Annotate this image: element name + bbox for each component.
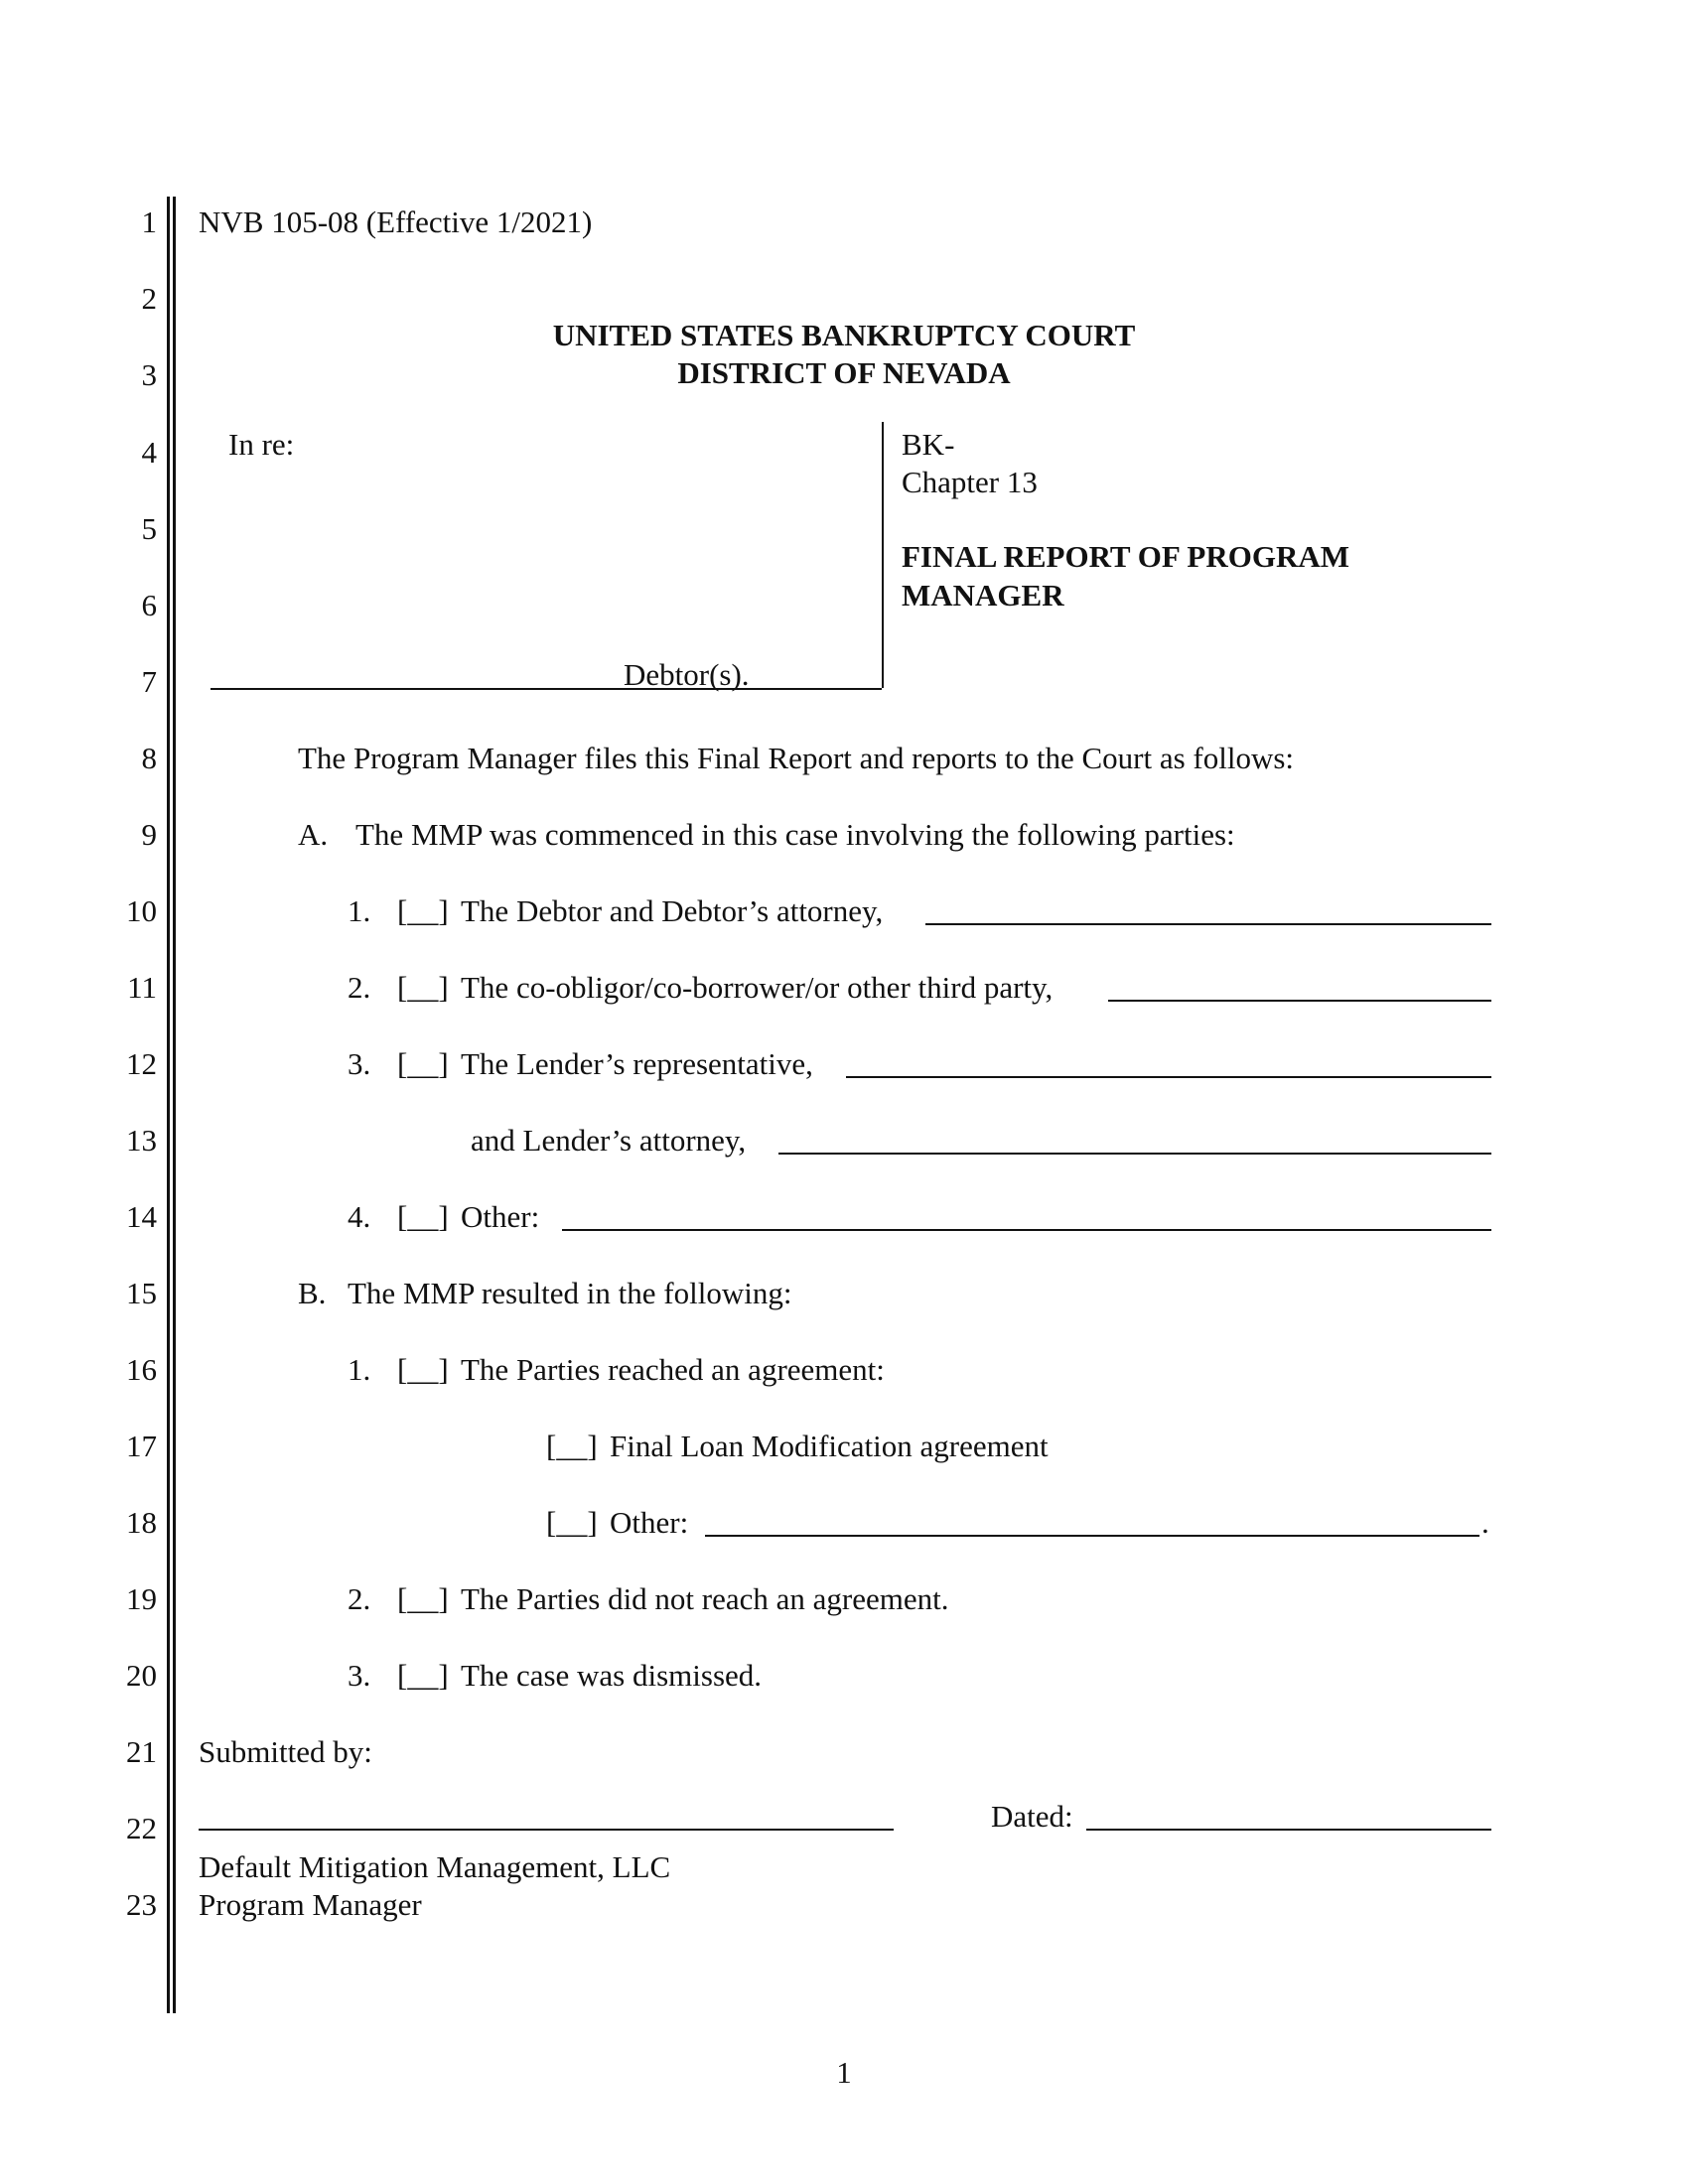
line-number: 21	[126, 1734, 157, 1769]
case-number: BK-	[902, 427, 955, 462]
sub-item-text: Other:	[610, 1505, 689, 1540]
signature-line[interactable]	[199, 1829, 894, 1831]
item-number: 1.	[348, 893, 371, 928]
court-district: DISTRICT OF NEVADA	[677, 355, 1011, 390]
blank-lender-representative[interactable]	[846, 1076, 1491, 1078]
section-a-text: The MMP was commenced in this case involving the following parties:	[355, 817, 1235, 852]
intro-paragraph: The Program Manager files this Final Report and reports to the Court as follows:	[298, 741, 1295, 775]
line-number: 1	[141, 205, 157, 239]
line-number: 22	[126, 1811, 157, 1845]
sub-item-period: .	[1481, 1505, 1489, 1540]
item-number: 1.	[348, 1352, 371, 1387]
line-number: 4	[141, 435, 157, 470]
item-text: The case was dismissed.	[461, 1658, 763, 1693]
section-a-label: A.	[298, 817, 329, 852]
debtor-label: Debtor(s).	[624, 657, 750, 692]
blank-other-party[interactable]	[562, 1229, 1491, 1231]
line-number: 19	[126, 1581, 157, 1616]
line-number: 10	[126, 893, 157, 928]
section-b-text: The MMP resulted in the following:	[348, 1276, 792, 1310]
checkbox-other-agreement[interactable]: [__]	[546, 1505, 598, 1540]
item-text: and Lender’s attorney,	[471, 1123, 747, 1158]
form-id: NVB 105-08 (Effective 1/2021)	[199, 205, 593, 239]
checkbox-loan-modification[interactable]: [__]	[546, 1429, 598, 1463]
checkbox-agreement-reached[interactable]: [__]	[397, 1352, 449, 1387]
blank-lender-attorney[interactable]	[778, 1153, 1491, 1155]
line-number: 23	[126, 1887, 157, 1922]
line-number: 20	[126, 1658, 157, 1693]
line-number: 5	[141, 511, 157, 546]
checkbox-lender[interactable]: [__]	[397, 1046, 449, 1081]
checkbox-no-agreement[interactable]: [__]	[397, 1581, 449, 1616]
line-number: 18	[126, 1505, 157, 1540]
line-number: 9	[141, 817, 157, 852]
blank-co-obligor[interactable]	[1108, 1000, 1491, 1002]
item-number: 4.	[348, 1199, 371, 1234]
line-number: 8	[141, 741, 157, 775]
line-number: 11	[127, 970, 157, 1005]
margin-rule-outer	[167, 197, 170, 2013]
document-title-line1: FINAL REPORT OF PROGRAM	[902, 539, 1349, 574]
line-number: 12	[126, 1046, 157, 1081]
in-re-label: In re:	[228, 427, 295, 462]
item-text: The Parties reached an agreement:	[461, 1352, 885, 1387]
page-number: 1	[836, 2055, 852, 2090]
signer-role: Program Manager	[199, 1887, 422, 1922]
checkbox-debtor[interactable]: [__]	[397, 893, 449, 928]
line-number: 2	[141, 281, 157, 316]
item-text: Other:	[461, 1199, 540, 1234]
caption-divider	[882, 422, 884, 688]
section-b-label: B.	[298, 1276, 327, 1310]
line-number: 16	[126, 1352, 157, 1387]
line-number: 6	[141, 588, 157, 622]
line-number: 17	[126, 1429, 157, 1463]
sub-item-text: Final Loan Modification agreement	[610, 1429, 1049, 1463]
checkbox-other-party[interactable]: [__]	[397, 1199, 449, 1234]
item-number: 3.	[348, 1046, 371, 1081]
line-number: 15	[126, 1276, 157, 1310]
blank-debtor-attorney[interactable]	[925, 923, 1491, 925]
item-text: The Parties did not reach an agreement.	[461, 1581, 949, 1616]
signer-company: Default Mitigation Management, LLC	[199, 1849, 671, 1884]
blank-other-agreement[interactable]	[705, 1535, 1479, 1537]
line-number: 13	[126, 1123, 157, 1158]
item-text: The Debtor and Debtor’s attorney,	[461, 893, 884, 928]
date-line[interactable]	[1086, 1829, 1491, 1831]
debtor-caption-line	[211, 688, 882, 690]
item-text: The co-obligor/co-borrower/or other third party,	[461, 970, 1054, 1005]
court-name: UNITED STATES BANKRUPTCY COURT	[552, 318, 1136, 352]
item-number: 2.	[348, 1581, 371, 1616]
line-number: 14	[126, 1199, 157, 1234]
chapter-label: Chapter 13	[902, 465, 1038, 499]
item-number: 3.	[348, 1658, 371, 1693]
checkbox-dismissed[interactable]: [__]	[397, 1658, 449, 1693]
dated-label: Dated:	[991, 1799, 1073, 1834]
margin-rule-inner	[173, 197, 176, 2013]
submitted-by-label: Submitted by:	[199, 1734, 372, 1769]
item-number: 2.	[348, 970, 371, 1005]
document-title-line2: MANAGER	[902, 578, 1064, 613]
item-text: The Lender’s representative,	[461, 1046, 813, 1081]
checkbox-co-obligor[interactable]: [__]	[397, 970, 449, 1005]
line-number: 3	[141, 357, 157, 392]
line-number: 7	[141, 664, 157, 699]
